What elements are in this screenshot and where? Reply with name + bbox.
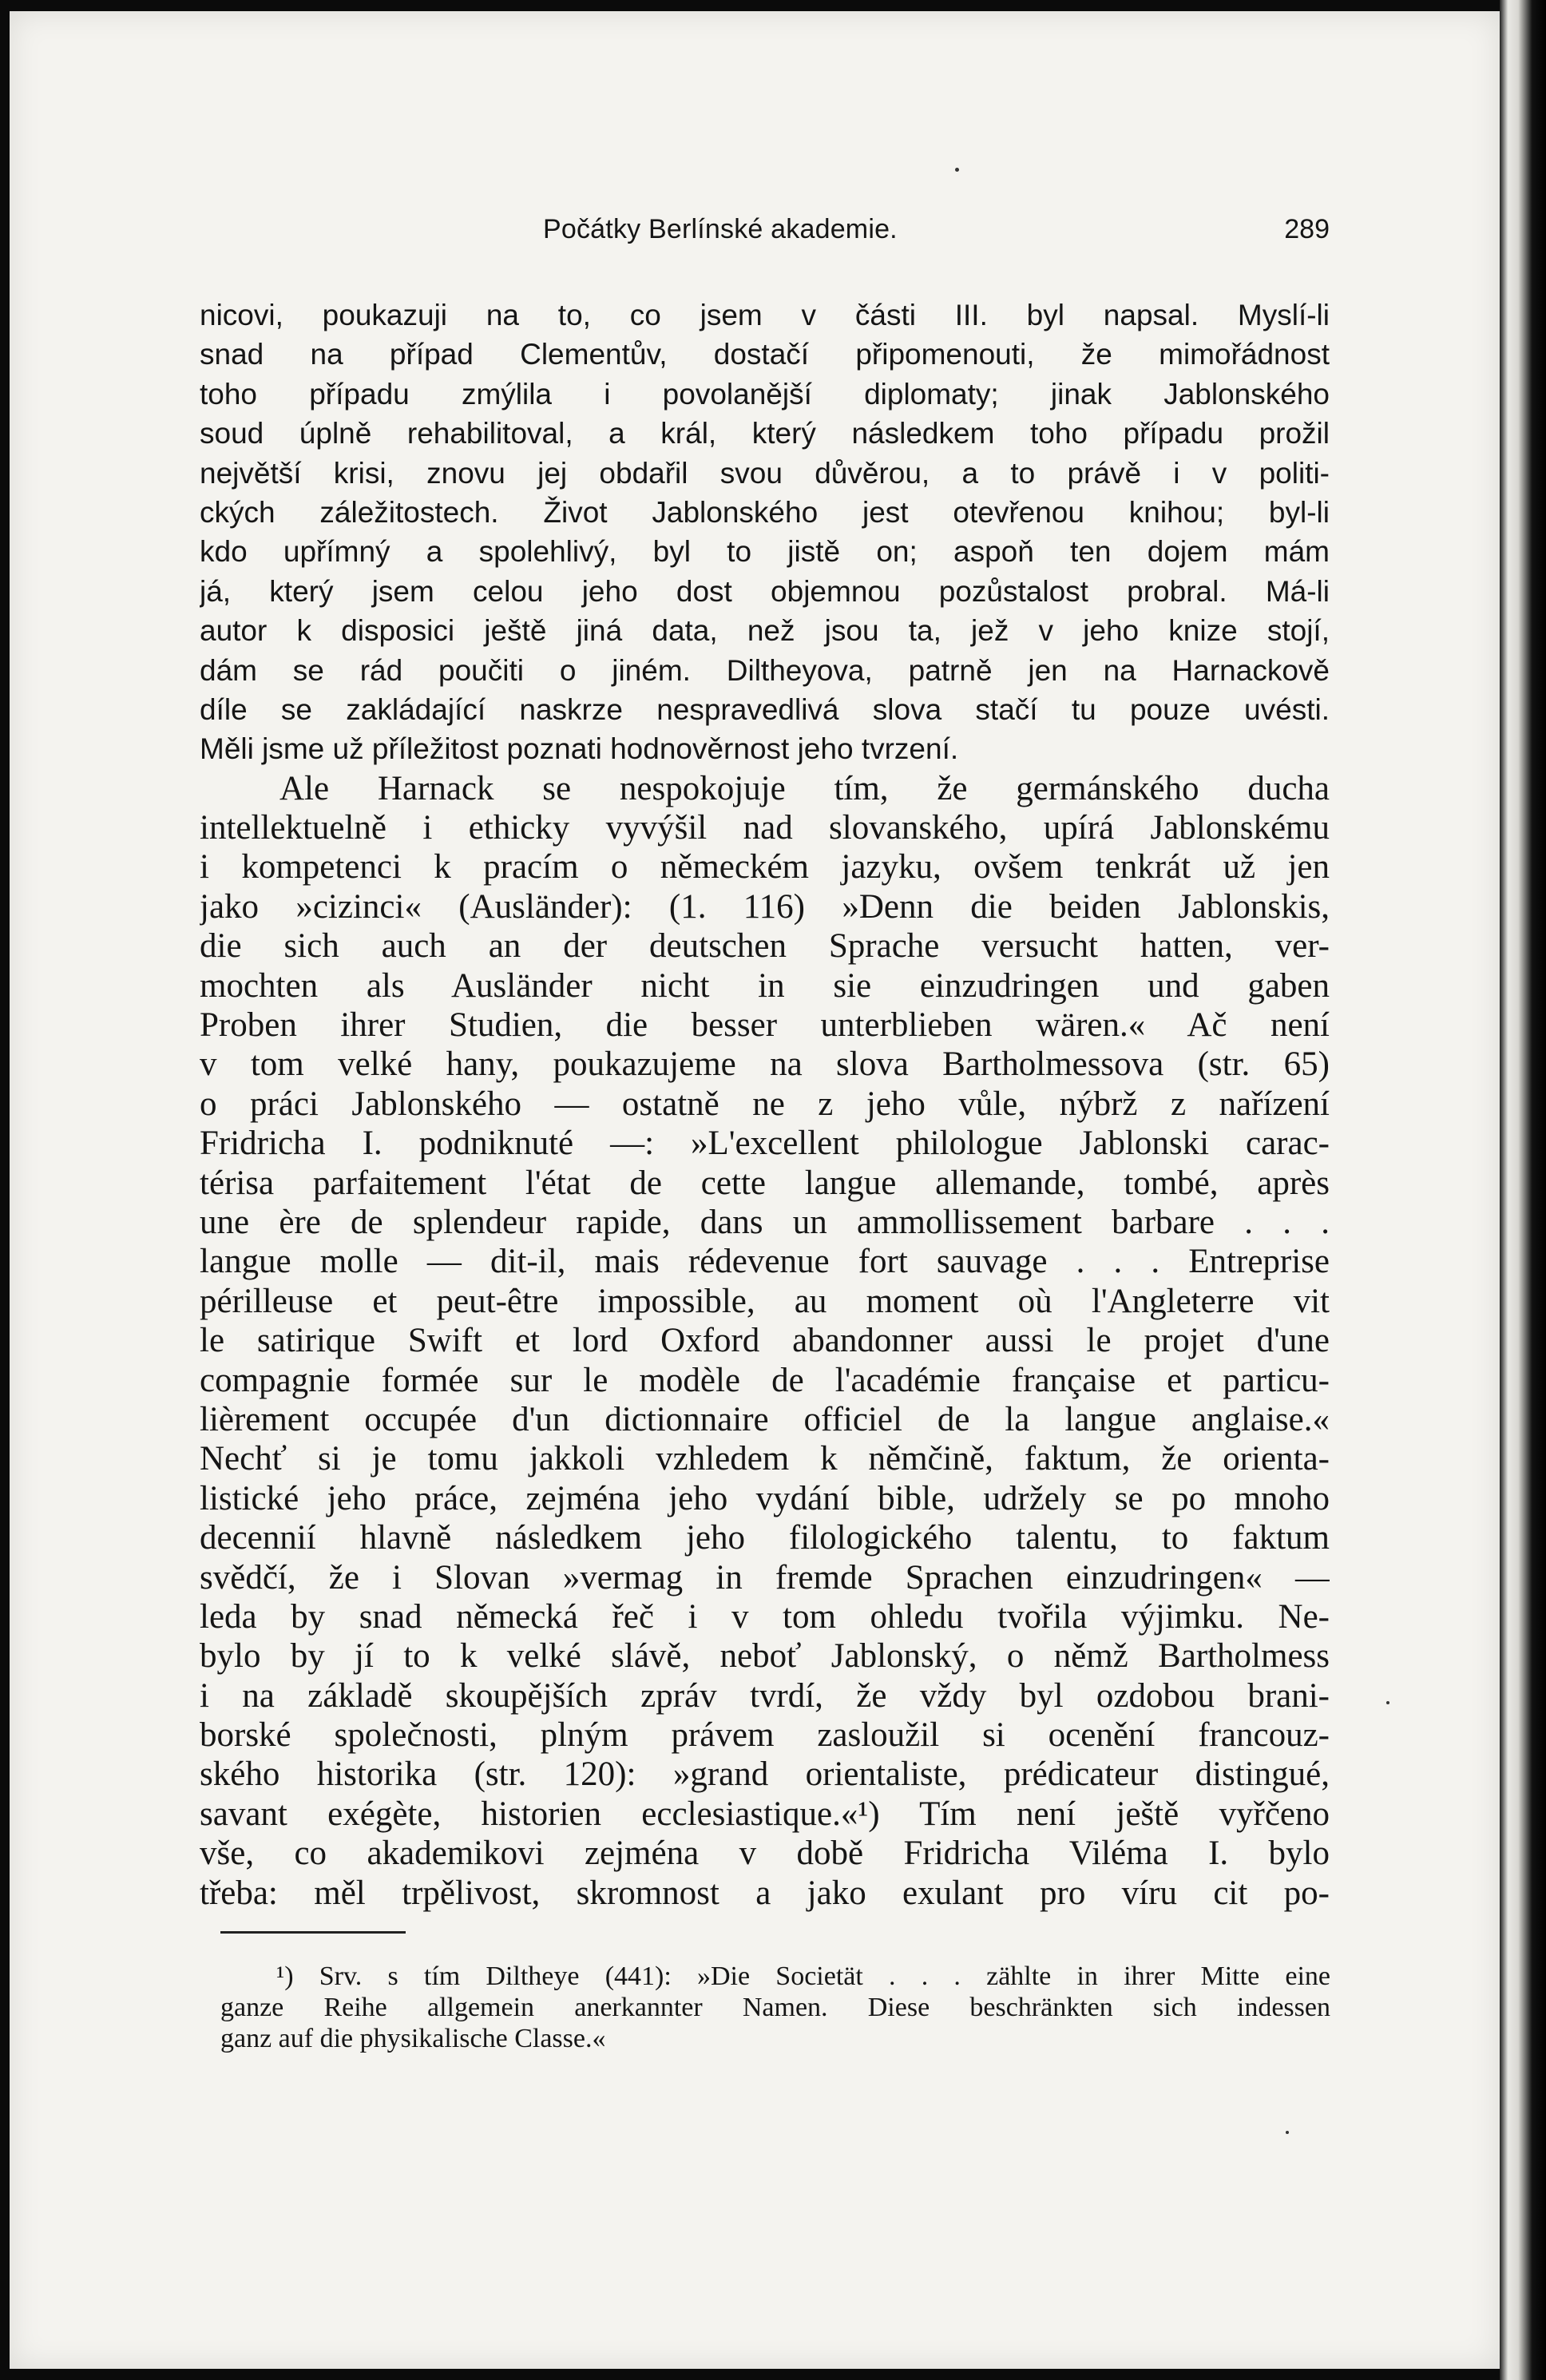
text-line: dám se rád poučiti o jiném. Diltheyova, patrně jen na Harnackově xyxy=(200,653,1330,687)
text-line: le satirique Swift et lord Oxford abandonner aussi le projet d'une xyxy=(200,1322,1330,1360)
text-line: v tom velké hany, poukazujeme na slova Bartholmessova (str. 65) xyxy=(200,1045,1330,1084)
page-edge xyxy=(1500,0,1546,2380)
text-line: Měli jsme už příležitost poznati hodnověrnost jeho tvrzení. xyxy=(200,732,959,766)
text-line: die sich auch an der deutschen Sprache versucht hatten, ver- xyxy=(200,927,1330,966)
dust-speck xyxy=(1386,1701,1389,1704)
text-line: jako »cizinci« (Ausländer): (1. 116) »Denn die beiden Jablonskis, xyxy=(200,887,1330,926)
body-text xyxy=(200,296,1330,1913)
text-line: lièrement occupée d'un dictionnaire officiel de la langue anglaise.« xyxy=(200,1400,1330,1438)
running-title: Počátky Berlínské akademie. xyxy=(543,214,898,244)
text-line: největší krisi, znovu jej obdařil svou důvěrou, a to právě i v politi- xyxy=(200,456,1330,490)
text-line: Fridricha I. podniknuté —: »L'excellent philologue Jablonski carac- xyxy=(200,1125,1330,1163)
footnote-line: ganz auf die physikalische Classe.« xyxy=(220,2024,606,2053)
text-line: bylo by jí to k velké slávě, neboť Jablonský, o němž Bartholmess xyxy=(200,1637,1330,1676)
text-line: nicovi, poukazuji na to, co jsem v části III. byl napsal. Myslí-li xyxy=(200,299,1330,331)
text-line: une ère de splendeur rapide, dans un ammollissement barbare . . . xyxy=(200,1203,1330,1241)
dust-speck xyxy=(1286,2131,1289,2134)
text-line: savant exégète, historien ecclesiastique.«¹) Tím není ještě vyřčeno xyxy=(200,1795,1330,1833)
text-line: langue molle — dit-il, mais rédevenue fort sauvage . . . Entreprise xyxy=(200,1243,1330,1281)
text-line: leda by snad německá řeč i v tom ohledu tvořila výjimku. Ne- xyxy=(200,1597,1330,1636)
page-number: 289 xyxy=(1284,214,1330,244)
paragraph-sans xyxy=(200,296,1330,769)
text-line: intellektuelně i ethicky vyvýšil nad slovanského, upírá Jablonskému xyxy=(200,809,1330,847)
text-line: i kompetenci k pracím o německém jazyku, ovšem tenkrát už jen xyxy=(200,848,1330,887)
footnote-line: ganze Reihe allgemein anerkannter Namen. Diese beschränkten sich indessen xyxy=(220,1993,1330,2022)
text-line: o práci Jablonského — ostatně ne z jeho vůle, nýbrž z nařízení xyxy=(200,1085,1330,1123)
text-line: já, který jsem celou jeho dost objemnou pozůstalost probral. Má-li xyxy=(200,574,1330,608)
text-line: autor k disposici ještě jiná data, než jsou ta, jež v jeho knize stojí, xyxy=(200,614,1330,648)
text-line: compagnie formée sur le modèle de l'académie française et particu- xyxy=(200,1361,1330,1399)
text-line: kdo upřímný a spolehlivý, byl to jistě on; aspoň ten dojem mám xyxy=(200,535,1330,569)
footnote-line: ¹) Srv. s tím Diltheye (441): »Die Societät . . . zählte in ihrer Mitte eine xyxy=(276,1962,1330,1991)
footnote-rule xyxy=(220,1931,406,1934)
text-line: borské společnosti, plným právem zasloužil si ocenění francouz- xyxy=(200,1716,1330,1755)
text-line: Proben ihrer Studien, die besser unterblieben wären.« Ač není xyxy=(200,1006,1330,1045)
text-line: périlleuse et peut-être impossible, au moment où l'Angleterre vit xyxy=(200,1282,1330,1320)
text-line: térisa parfaitement l'état de cette langue allemande, tombé, après xyxy=(200,1164,1330,1202)
text-line: soud úplně rehabilitoval, a král, který následkem toho případu prožil xyxy=(200,417,1330,450)
text-line: svědčí, že i Slovan »vermag in fremde Sprachen einzudringen« — xyxy=(200,1558,1330,1597)
paragraph-serif xyxy=(200,769,1330,1913)
text-line: Nechť si je tomu jakkoli vzhledem k němčině, faktum, že orienta- xyxy=(200,1440,1330,1478)
text-line: Ale Harnack se nespokojuje tím, že germánského ducha xyxy=(279,769,1330,807)
text-line: vše, co akademikovi zejména v době Fridricha Viléma I. bylo xyxy=(200,1835,1330,1873)
text-line: mochten als Ausländer nicht in sie einzudringen und gaben xyxy=(200,966,1330,1005)
text-line: listické jeho práce, zejména jeho vydání bible, udržely se po mnoho xyxy=(200,1479,1330,1517)
text-line: ského historika (str. 120): »grand orientaliste, prédicateur distingué, xyxy=(200,1755,1330,1794)
text-line: třeba: měl trpělivost, skromnost a jako exulant pro víru cit po- xyxy=(200,1874,1330,1912)
text-line: díle se zakládající naskrze nespravedlivá slova stačí tu pouze uvésti. xyxy=(200,692,1330,726)
text-line: snad na případ Clementův, dostačí připomenouti, že mimořádnost xyxy=(200,338,1330,371)
dust-speck xyxy=(955,168,959,172)
text-line: toho případu zmýlila i povolanější diplomaty; jinak Jablonského xyxy=(200,377,1330,411)
text-line: i na základě skoupějších zpráv tvrdí, že vždy byl ozdobou brani- xyxy=(200,1676,1330,1715)
text-line: ckých záležitostech. Život Jablonského jest otevřenou knihou; byl-li xyxy=(200,495,1330,529)
running-header xyxy=(200,214,1330,254)
text-line: decennií hlavně následkem jeho filologického talentu, to faktum xyxy=(200,1519,1330,1557)
footnote xyxy=(220,1961,1330,2054)
